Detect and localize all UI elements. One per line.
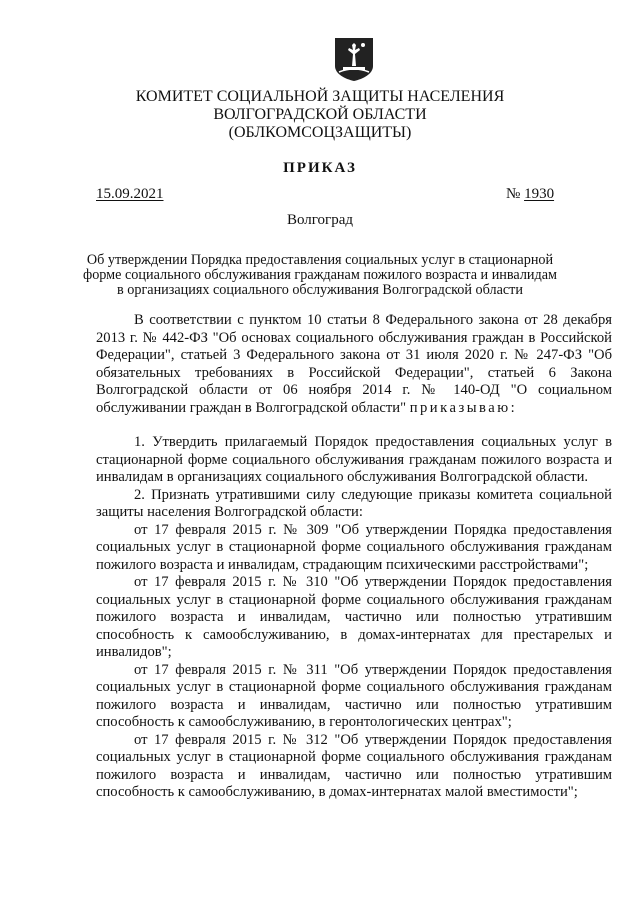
number-prefix: №	[506, 186, 521, 202]
revoked-order-310: от 17 февраля 2015 г. № 310 "Об утверждении Порядок предоставления социальных услуг в стационарной форме социального обслуживания гражданам пожилого возраста и инвалидам, частично или полностью утратившим способность к самообслуживанию, в домах-интернатах для престарелых и инвалидов";	[96, 574, 612, 660]
document-subject	[80, 253, 560, 298]
document-number	[506, 186, 554, 203]
revoked-order-309: от 17 февраля 2015 г. № 309 "Об утверждении Порядка предоставления социальных услуг в стационарной форме социального обслуживания гражданам пожилого возраста и инвалидам, страдающим психическими расстройствами";	[96, 521, 612, 573]
org-name-line-2: ВОЛГОГРАДСКОЙ ОБЛАСТИ	[213, 106, 427, 123]
org-name-line-3: (ОБЛКОМСОЦЗАЩИТЫ)	[228, 124, 412, 141]
item-1-paragraph: 1. Утвердить прилагаемый Порядок предоставления социальных услуг в стационарной форме социального обслуживания гражданам пожилого возраста и инвалидам в организациях социального обслуживания Волгоградской области.	[96, 434, 612, 485]
preamble-paragraph	[96, 312, 612, 417]
subject-line-2: форме социального обслуживания гражданам пожилого возраста и инвалидам	[83, 267, 557, 283]
number-value: 1930	[524, 186, 555, 202]
document-city: Волгоград	[286, 212, 353, 228]
volgograd-coat-of-arms-icon	[333, 36, 375, 82]
revoked-order-311: от 17 февраля 2015 г. № 311 "Об утверждении Порядок предоставления социальных услуг в стационарной форме социального обслуживания гражданам пожилого возраста и инвалидам, частично или полностью утратившим способность к самообслуживанию, в геронтологических центрах";	[96, 661, 612, 730]
order-word: приказываю:	[409, 399, 518, 416]
subject-line-3: в организациях социального обслуживания Волгоградской области	[117, 282, 523, 298]
subject-line-1: Об утверждении Порядка предоставления социальных услуг в стационарной	[86, 252, 554, 268]
item-2-paragraph: 2. Признать утратившими силу следующие приказы комитета социальной защиты населения Волгоградской области:	[96, 486, 612, 520]
document-body	[96, 312, 612, 802]
revoked-order-312: от 17 февраля 2015 г. № 312 "Об утверждении Порядок предоставления социальных услуг в стационарной форме социального обслуживания гражданам пожилого возраста и инвалидам, частично или полностью утратившим способность к самообслуживанию, в домах-интернатах малой вместимости";	[96, 731, 612, 800]
preamble-text: В соответствии с пунктом 10 статьи 8 Федерального закона от 28 декабря 2013 г. № 442-ФЗ "Об основах социального обслуживания граждан в Российской Федерации", статьей 3 Федерального закона от 31 июля 2020 г. № 247-ФЗ "Об обязательных требованиях в Российской Федерации", статьей 6 Закона Волгоградской области от 06 ноября 2014 г. № 140-ОД "О социальном обслуживании граждан в Волгоградской области"	[96, 312, 612, 416]
org-name-line-1: КОМИТЕТ СОЦИАЛЬНОЙ ЗАЩИТЫ НАСЕЛЕНИЯ	[135, 88, 505, 105]
document-date: 15.09.2021	[96, 186, 164, 202]
document-type: ПРИКАЗ	[283, 160, 357, 176]
organization-header	[0, 88, 640, 142]
